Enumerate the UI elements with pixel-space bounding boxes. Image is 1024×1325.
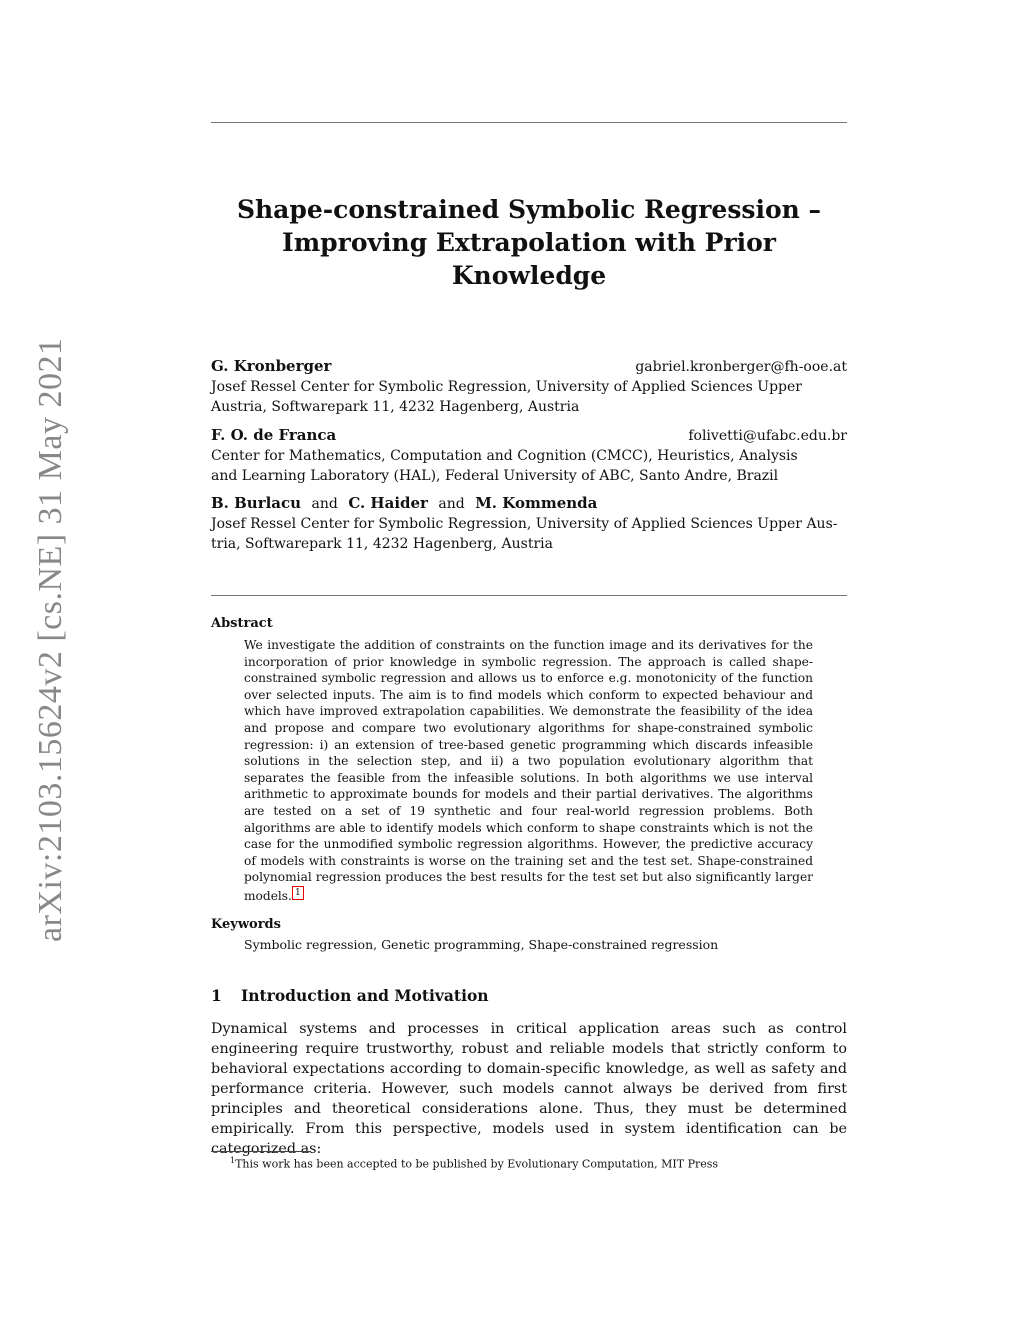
section-title: Introduction and Motivation bbox=[241, 986, 489, 1005]
footnote-rule bbox=[211, 1151, 311, 1152]
author-affiliation: Austria, Softwarepark 11, 4232 Hagenberg, Austria bbox=[211, 399, 580, 415]
author-name: G. Kronberger bbox=[211, 357, 332, 375]
paper-title bbox=[211, 193, 847, 292]
top-rule bbox=[211, 122, 847, 123]
title-line: Knowledge bbox=[451, 261, 607, 290]
abstract-text: We investigate the addition of constraints on the function image and its derivatives for the incorporation of prior knowledge in symbolic regression. The approach is called shape-constrained symbolic regression and allows us to enforce e.g. monotonicity of the function over selected inputs. The aim is to find models which conform to expected behaviour and which have improved extrapolation capabilities. We demonstrate the feasibility of the idea and propose and compare two evolutionary algorithms for shape-constrained symbolic regression: i) an extension of tree-based genetic programming which discards infeasible solutions in the selection step, and ii) a two population evolutionary algorithm that separates the feasible from the infeasible solutions. In both algorithms we use interval arithmetic to approximate bounds for models and their partial derivatives. The algorithms are tested on a set of 19 synthetic and four real-world regression problems. Both algorithms are able to identify models which conform to shape constraints which is not the case for the unmodified symbolic regression algorithms. However, the predictive accuracy of models with constraints is worse on the training set and the test set. Shape-constrained polynomial regression produces the best results for the test set but also significantly larger models. bbox=[244, 638, 813, 903]
section-heading bbox=[211, 986, 489, 1005]
footnote-marker: 1 bbox=[230, 1156, 236, 1165]
author-affiliation: Josef Ressel Center for Symbolic Regression, University of Applied Sciences Upper Aus- bbox=[211, 516, 838, 532]
keywords-heading: Keywords bbox=[211, 917, 281, 932]
author-name: F. O. de Franca bbox=[211, 426, 337, 444]
author-affiliation: tria, Softwarepark 11, 4232 Hagenberg, Austria bbox=[211, 536, 553, 552]
author-block-2 bbox=[211, 425, 847, 486]
author-block-1 bbox=[211, 356, 847, 417]
and-word: and bbox=[438, 496, 465, 512]
keywords-text: Symbolic regression, Genetic programming, Shape-constrained regression bbox=[244, 937, 719, 952]
author-affiliation: Josef Ressel Center for Symbolic Regression, University of Applied Sciences Upper bbox=[211, 379, 802, 395]
title-line: Improving Extrapolation with Prior bbox=[282, 228, 776, 257]
section-body: Dynamical systems and processes in critical application areas such as control engineering require trustworthy, robust and reliable models that strictly conform to behavioral expectations according to domain-specific knowledge, as well as safety and performance criteria. However, such models cannot always be derived from first principles and theoretical considerations alone. Thus, they must be determined empirically. From this perspective, models used in system identification can be categorized as: bbox=[211, 1021, 847, 1157]
arxiv-id: arXiv:2103.15624v2 [cs.NE] 31 May 2021 bbox=[32, 337, 69, 942]
author-affiliation: and Learning Laboratory (HAL), Federal University of ABC, Santo Andre, Brazil bbox=[211, 468, 779, 484]
author-block-3 bbox=[211, 493, 847, 554]
abstract-body bbox=[244, 637, 813, 905]
section-number: 1 bbox=[211, 986, 222, 1005]
abstract-heading: Abstract bbox=[211, 616, 273, 631]
author-name: M. Kommenda bbox=[475, 494, 598, 512]
footnote-text: This work has been accepted to be published by Evolutionary Computation, MIT Press bbox=[235, 1157, 719, 1171]
author-name: B. Burlacu bbox=[211, 494, 302, 512]
footnote-link[interactable]: 1 bbox=[292, 886, 304, 900]
author-email[interactable]: folivetti@ufabc.edu.br bbox=[688, 428, 847, 444]
author-affiliation: Center for Mathematics, Computation and Cognition (CMCC), Heuristics, Analysis bbox=[211, 448, 798, 464]
abstract-rule bbox=[211, 595, 847, 596]
footnote bbox=[230, 1156, 718, 1171]
and-word: and bbox=[311, 496, 338, 512]
author-email[interactable]: gabriel.kronberger@fh-ooe.at bbox=[635, 359, 847, 375]
author-name: C. Haider bbox=[348, 494, 428, 512]
title-line: Shape-constrained Symbolic Regression – bbox=[236, 195, 822, 224]
